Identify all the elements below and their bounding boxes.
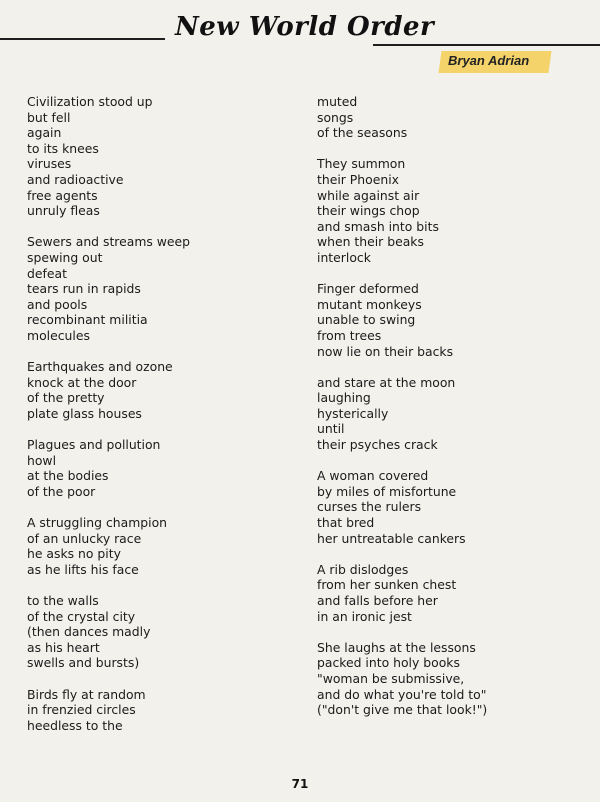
stanza [317,156,577,265]
poem-line: at the bodies [27,468,109,484]
stanza [317,640,577,718]
title-rule-right [373,44,600,46]
poem-line: Earthquakes and ozone [27,359,173,375]
poem-line: their psyches crack [317,437,438,453]
poem-line: that bred [317,515,375,531]
poem-line: their Phoenix [317,171,399,187]
poem-line: songs [317,109,354,125]
poem-line: of the pretty [27,390,105,406]
poem-line: unable to swing [317,312,416,328]
stanza [317,468,577,546]
page-number: 71 [291,777,309,791]
poem-line: and radioactive [27,171,124,187]
poem-line: and stare at the moon [317,374,456,390]
stanza [317,94,577,141]
poem-line: her untreatable cankers [317,530,466,546]
author-name: Bryan Adrian [448,53,530,68]
stanza [27,687,277,734]
poem-line: in frenzied circles [27,702,136,718]
poem-line: and do what you're told to" [317,686,487,702]
poem-line: now lie on their backs [317,343,454,359]
poem-line: spewing out [27,249,103,265]
stanza [27,593,277,671]
poem-line: their wings chop [317,203,420,219]
poem-title: New World Order [175,12,435,42]
poem-line: defeat [27,265,67,281]
poem-line: in an ironic jest [317,608,412,624]
poem-line: of the crystal city [27,608,136,624]
poem-line: laughing [317,390,371,406]
poem-line: howl [27,452,57,468]
stanza [27,437,277,499]
poem-line: to the walls [27,593,99,608]
poem-line: ("don't give me that look!") [317,702,488,718]
poem-line: tears run in rapids [27,281,141,297]
stanza [27,515,277,577]
poem-line: as his heart [27,639,100,655]
poem-line: until [317,421,345,437]
poem-line: Civilization stood up [27,94,153,109]
stanza [27,359,277,421]
poem-line: free agents [27,187,98,203]
poem-line: from her sunken chest [317,577,457,593]
poem-line: to its knees [27,140,99,156]
poem-line: he asks no pity [27,546,121,562]
poem-line: recombinant militia [27,312,148,328]
poem-line: muted [317,94,358,109]
poem-line: plate glass houses [27,405,142,421]
poem-line: as he lifts his face [27,561,139,577]
poem-line: (then dances madly [27,624,151,640]
poem-line: She laughs at the lessons [317,639,476,655]
poem-column-right [317,94,577,733]
poem-line: interlock [317,249,371,265]
poem-line: Sewers and streams weep [27,234,191,250]
poem-line: and pools [27,296,88,312]
poem-line: swells and bursts) [27,655,140,671]
poem-line: They summon [317,156,406,172]
poem-line: of the seasons [317,125,408,141]
poem-line: and smash into bits [317,218,439,234]
poem-line: Finger deformed [317,281,419,297]
poem-line: of the poor [27,483,96,499]
poem-line: viruses [27,156,72,172]
poem-line: "woman be submissive, [317,670,465,686]
poem-line: hysterically [317,405,389,421]
poem-line: A woman covered [317,468,429,484]
poem-line: heedless to the [27,717,123,733]
stanza [317,562,577,624]
poem-line: curses the rulers [317,499,422,515]
poem-line: but fell [27,109,71,125]
poem-line: and falls before her [317,593,438,608]
poem-line: of an unlucky race [27,530,142,546]
poem-line: again [27,125,62,141]
stanza [27,94,277,219]
poem-line: mutant monkeys [317,296,422,312]
stanza [317,281,577,359]
stanza [317,375,577,453]
poem-line: Birds fly at random [27,686,146,702]
poem-line: molecules [27,327,90,343]
poem-line: while against air [317,187,420,203]
poem-line: Plagues and pollution [27,437,161,453]
poem-line: from trees [317,327,382,343]
title-rule-left [0,38,165,40]
poem-line: knock at the door [27,374,137,390]
poem-line: A rib dislodges [317,561,409,577]
poem-column-left [27,94,277,749]
poem-line: by miles of misfortune [317,483,457,499]
poem-line: when their beaks [317,234,424,250]
stanza [27,234,277,343]
poem-line: packed into holy books [317,655,460,671]
poem-line: unruly fleas [27,203,100,219]
poem-line: A struggling champion [27,515,168,531]
